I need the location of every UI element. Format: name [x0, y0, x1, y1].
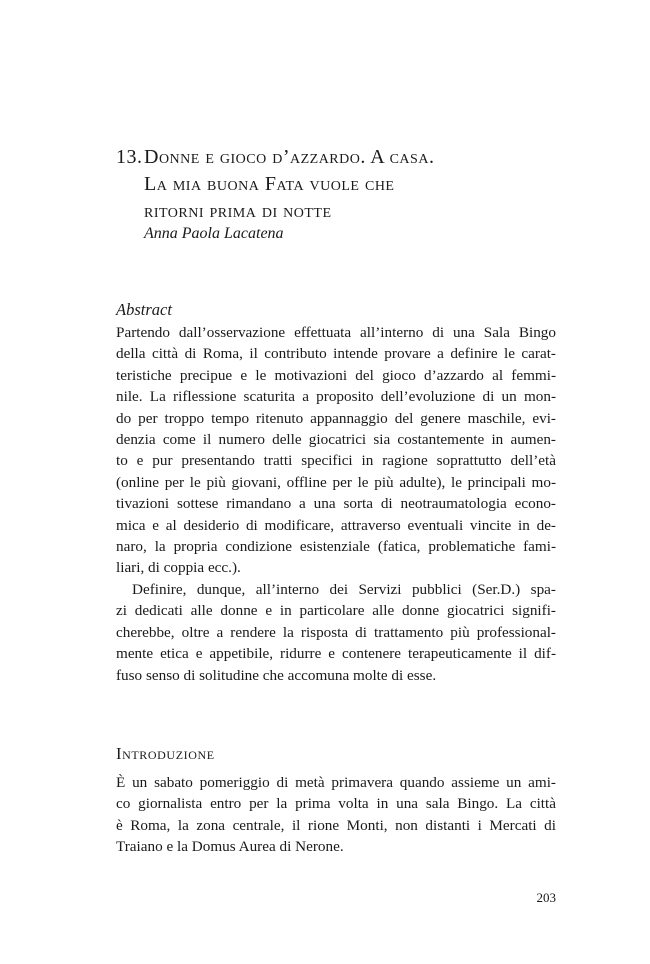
- abstract-line: teristiche precipue e le motivazioni del gioco d’azzardo al femmi-: [116, 366, 556, 384]
- abstract-line: Definire, dunque, all’interno dei Servizi pubblici (Ser.D.) spa-: [132, 580, 556, 598]
- introduction-body: [116, 772, 556, 858]
- abstract-line: mente etica e appetibile, ridurre e contenere terapeuticamente il dif-: [116, 645, 556, 663]
- abstract-line: naro, la propria condizione esistenziale (fatica, problematiche fami-: [116, 538, 556, 556]
- abstract-body: [116, 322, 556, 686]
- introduction-line: È un sabato pomeriggio di metà primavera quando assieme un ami-: [116, 774, 556, 791]
- abstract-line: to e pur presentando tratti specifici in ragione soprattutto dell’età: [116, 452, 556, 470]
- abstract-line: do per troppo tempo ritenuto appannaggio del genere maschile, evi-: [116, 409, 556, 427]
- chapter-title-line-2: La mia buona Fata vuole che: [144, 173, 395, 195]
- chapter-title-line-1: [116, 144, 576, 171]
- introduction-line: è Roma, la zona centrale, il rione Monti, non distanti i Mercati di: [116, 816, 556, 834]
- chapter-title: [116, 144, 576, 225]
- introduction-line: co giornalista entro per la prima volta in una sala Bingo. La città: [116, 795, 556, 813]
- abstract-line: cherebbe, oltre a rendere la risposta di trattamento più professional-: [116, 623, 556, 641]
- introduction-line: Traiano e la Domus Aurea di Nerone.: [116, 838, 344, 856]
- abstract-line: liari, di coppia ecc.).: [116, 559, 241, 577]
- chapter-author: Anna Paola Lacatena: [144, 225, 284, 242]
- chapter-title-text-1: Donne e gioco d’azzardo. A casa.: [144, 146, 435, 168]
- page-number: 203: [536, 890, 556, 905]
- introduction-heading: Introduzione: [116, 744, 215, 763]
- abstract-line: nile. La riflessione scaturita a proposito dell’evoluzione di un mon-: [116, 388, 556, 406]
- abstract-line: zi dedicati alle donne e in particolare alle donne giocatrici signifi-: [116, 602, 556, 620]
- abstract-line: denzia come il numero delle giocatrici sia costantemente in aumen-: [116, 431, 556, 449]
- abstract-line: (online per le più giovani, offline per le più adulte), le principali mo-: [116, 473, 556, 491]
- abstract-line: fuso senso di solitudine che accomuna molte di esse.: [116, 666, 437, 684]
- abstract-line: tivazioni sottese rimandano a una sorta di neotraumatologia econo-: [116, 495, 556, 513]
- abstract-line: mica e al desiderio di modificare, attraverso eventuali vincite in de-: [116, 516, 556, 534]
- chapter-number: 13.: [116, 146, 143, 168]
- abstract-heading: Abstract: [116, 300, 172, 319]
- chapter-title-line-3: ritorni prima di notte: [144, 200, 332, 222]
- abstract-line: della città di Roma, il contributo intende provare a definire le carat-: [116, 345, 556, 363]
- abstract-line: Partendo dall’osservazione effettuata all’interno di una Sala Bingo: [116, 324, 556, 341]
